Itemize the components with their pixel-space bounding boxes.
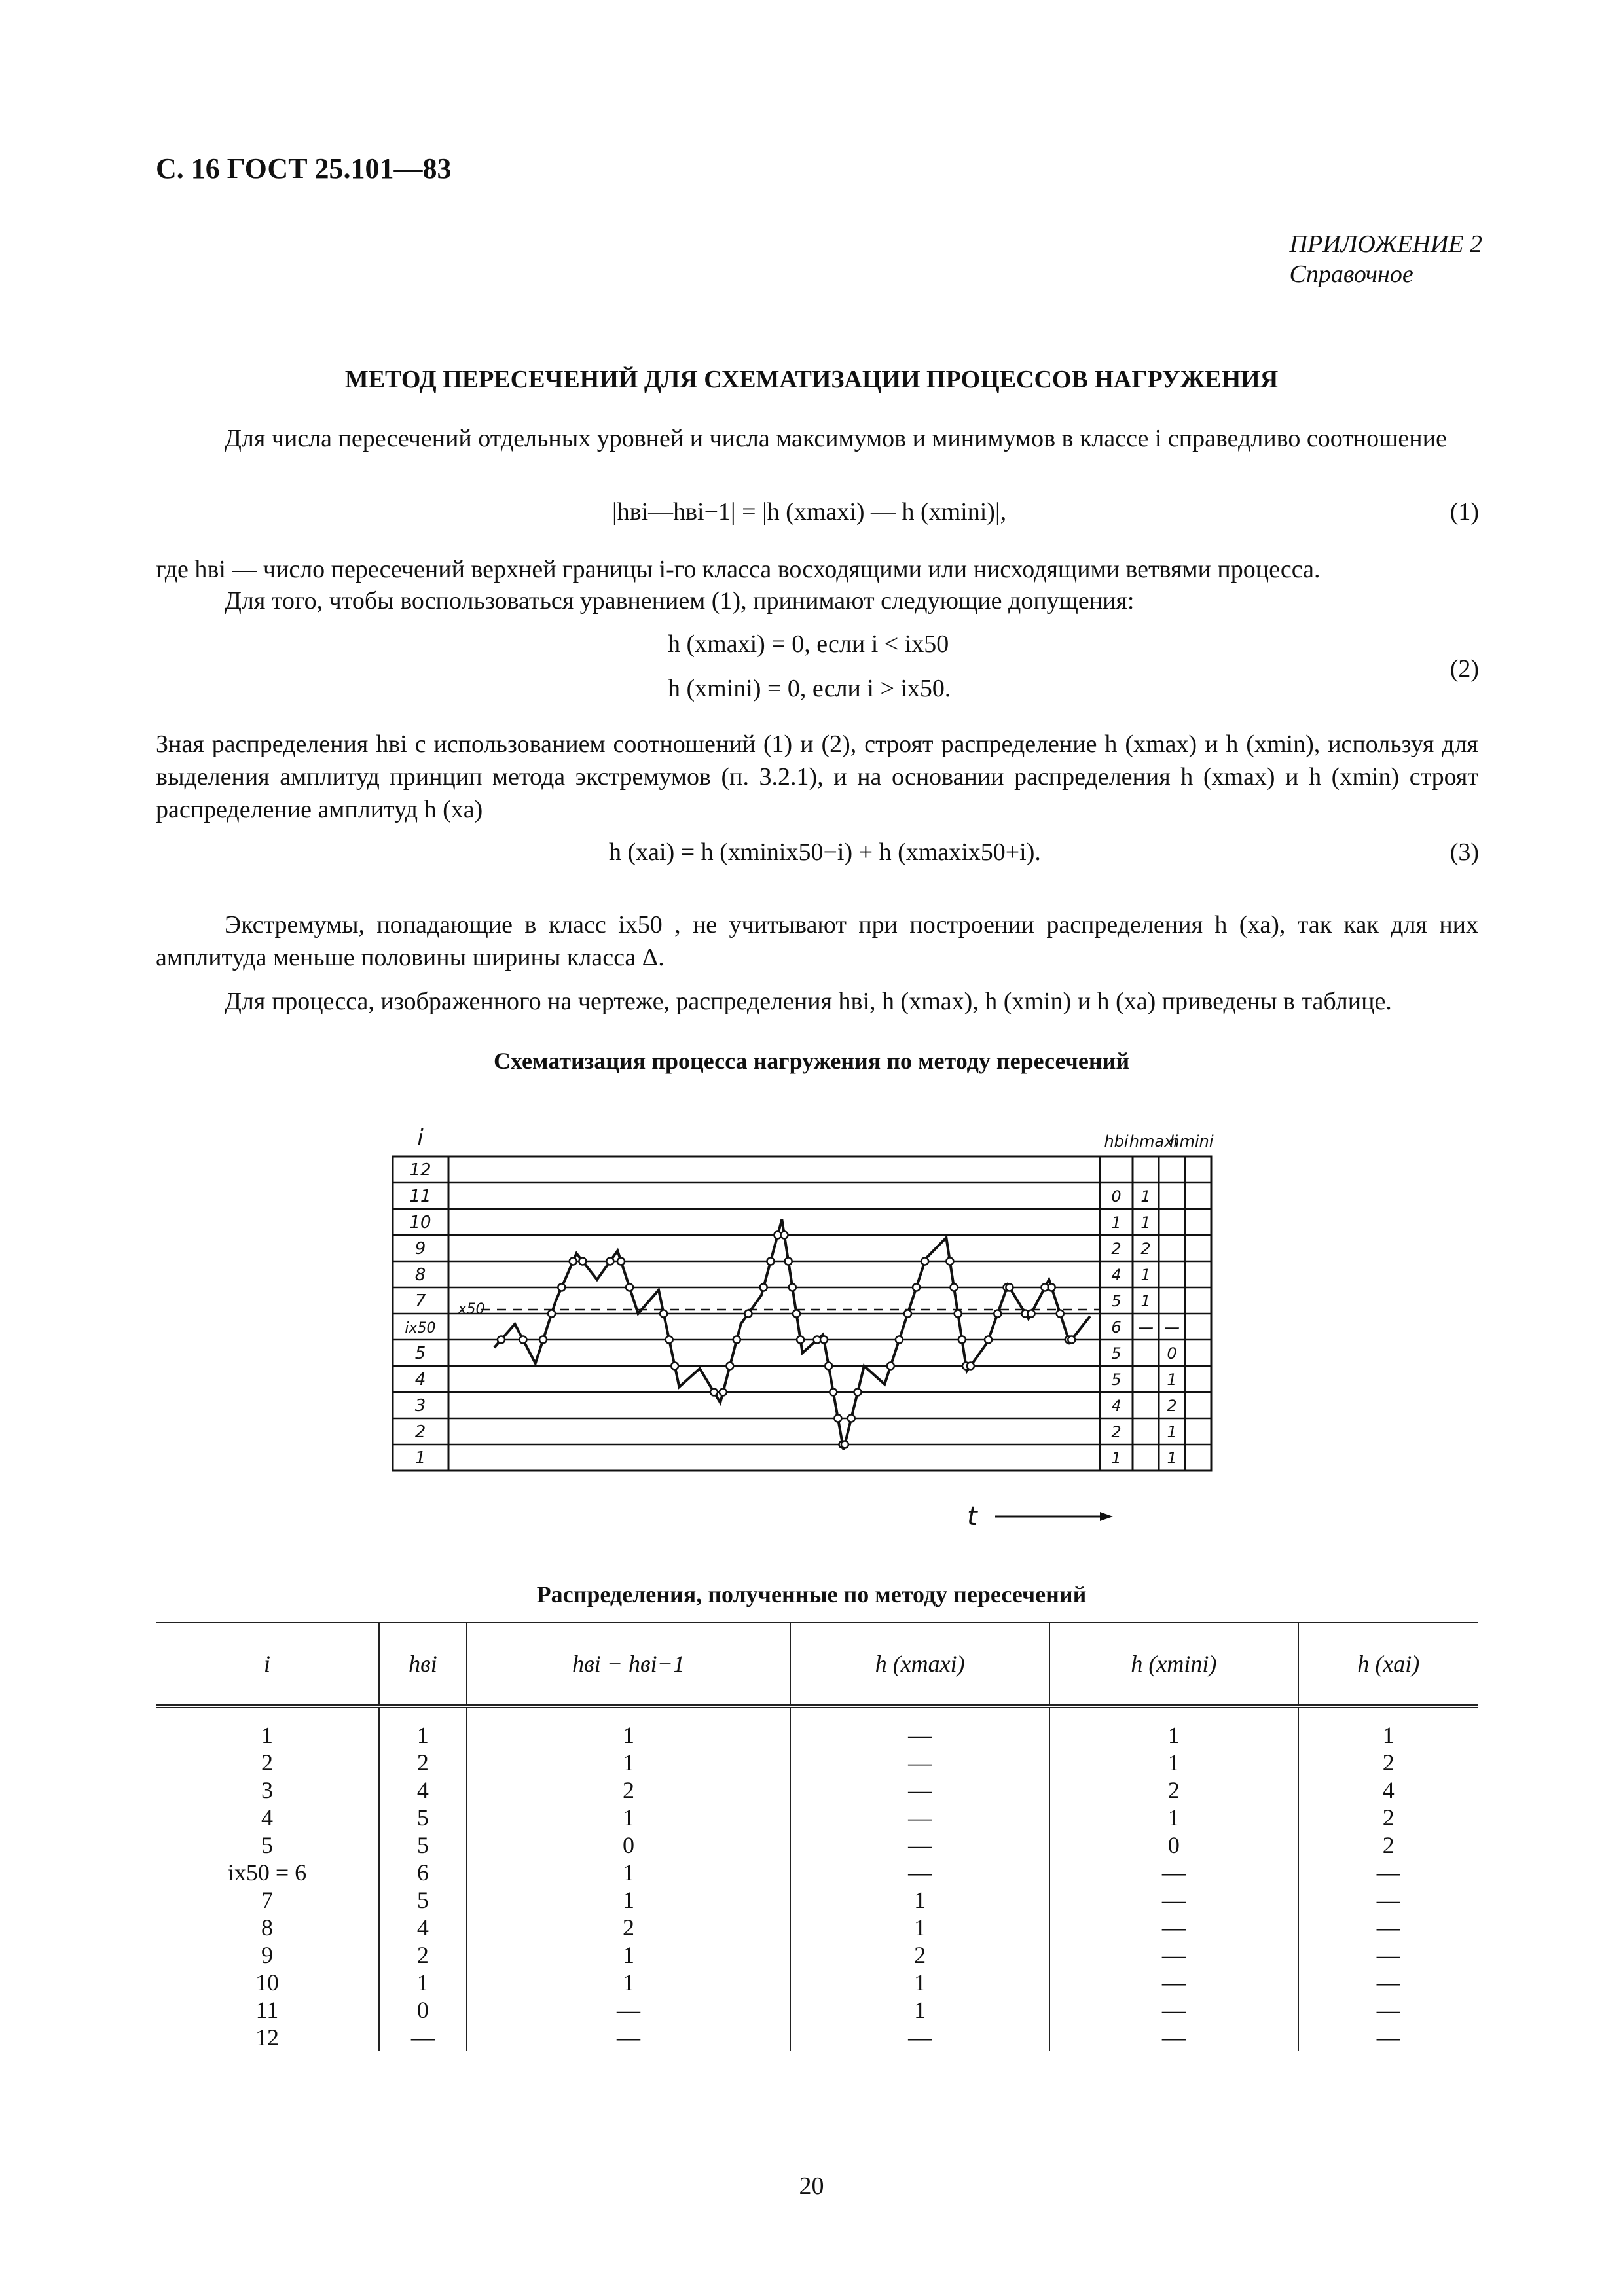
- crossing-point: [887, 1363, 894, 1370]
- crossing-point: [539, 1336, 547, 1344]
- table-row: [156, 1914, 1478, 1941]
- table-cell: —: [790, 1749, 1049, 1776]
- crossing-point: [985, 1336, 992, 1344]
- table-cell: —: [1049, 1996, 1298, 2024]
- hmin-value: 2: [1167, 1397, 1177, 1415]
- table-cell: 1: [1049, 1804, 1298, 1831]
- table-cell: —: [1049, 1941, 1298, 1969]
- crossing-point: [660, 1310, 667, 1318]
- table-cell: 5: [379, 1804, 467, 1831]
- paragraph-1: Для числа пересечений отдельных уровней и числа максимумов и минимумов в классе i справедливо соотношение: [225, 425, 1447, 452]
- load-process-line: [494, 1219, 1090, 1450]
- crossing-point: [519, 1336, 526, 1344]
- crossing-point: [797, 1336, 804, 1344]
- table-cell: 6: [379, 1859, 467, 1886]
- equation-3-number: (3): [1450, 838, 1479, 866]
- table-cell: 2: [467, 1776, 790, 1804]
- crossing-point: [896, 1336, 903, 1344]
- table-cell: 12: [255, 2024, 279, 2051]
- level-label: 7: [414, 1291, 426, 1311]
- table-cell: 2: [790, 1941, 1049, 1969]
- table-cell: 1: [1298, 1706, 1478, 1749]
- level-label: 4: [414, 1370, 426, 1390]
- figure-svg: [380, 1113, 1270, 1545]
- table-cell: 1: [790, 1914, 1049, 1941]
- level-label: 1: [414, 1448, 426, 1468]
- appendix-label: ПРИЛОЖЕНИЕ 2: [1289, 230, 1482, 258]
- table-cell: 1: [790, 1969, 1049, 1996]
- equation-3: h (xai) = h (xminix50−i) + h (xmaxix50+i).: [609, 838, 1041, 866]
- crossing-point: [904, 1310, 911, 1318]
- crossing-point: [1068, 1336, 1075, 1344]
- table-cell: —: [1298, 1859, 1478, 1886]
- paragraph-5: Экстремумы, попадающие в класс ix50 , не учитывают при построении распределения h (xa), так как для них амплитуда меньше половины ширины класса Δ.: [156, 911, 1478, 971]
- appendix-block: [1290, 229, 1482, 289]
- crossing-point: [825, 1363, 832, 1370]
- crossing-point: [967, 1363, 974, 1370]
- table-cell: 0: [1049, 1831, 1298, 1859]
- table-cell: —: [1049, 1914, 1298, 1941]
- crossing-point: [558, 1284, 565, 1291]
- paragraph-4: Зная распределения hвi с использованием соотношений (1) и (2), строят распределение h (xmax) и h (xmin), используя для выделения амплитуд принцип метода экстремумов (п. 3.2.1), и на основании распределения h (xmax) и h (xmin) строят распределение амплитуд h (xa): [156, 730, 1478, 823]
- hmax-value: 1: [1140, 1187, 1151, 1206]
- hbi-value: 1: [1111, 1449, 1122, 1467]
- table-cell: 9: [261, 1942, 273, 1968]
- table-cell: 2: [379, 1941, 467, 1969]
- crossing-point: [617, 1258, 625, 1265]
- level-label: 5: [414, 1344, 426, 1363]
- crossing-point: [854, 1389, 862, 1396]
- crossing-point: [733, 1336, 740, 1344]
- table-cell: —: [1298, 1914, 1478, 1941]
- table-caption: Распределения, полученные по методу пересечений: [536, 1581, 1087, 1607]
- crossing-point: [744, 1310, 752, 1318]
- equation-2-number: (2): [1450, 655, 1479, 683]
- crossing-point: [820, 1336, 828, 1344]
- table-cell: —: [379, 2024, 467, 2051]
- crossing-point: [781, 1232, 788, 1239]
- axis-i-label: i: [417, 1125, 424, 1151]
- equation-2b: h (xmini) = 0, если i > ix50.: [668, 675, 951, 702]
- table-cell: 8: [261, 1914, 273, 1941]
- crossing-point: [955, 1310, 962, 1318]
- hmax-value: 1: [1140, 1292, 1151, 1310]
- level-label: 2: [414, 1422, 426, 1442]
- table-cell: 2: [467, 1914, 790, 1941]
- crossing-point: [710, 1389, 718, 1396]
- crossing-point: [626, 1284, 633, 1291]
- hmin-header: hmini: [1169, 1132, 1214, 1151]
- crossing-point: [785, 1258, 792, 1265]
- table-cell: 0: [467, 1831, 790, 1859]
- hbi-value: 5: [1111, 1344, 1122, 1363]
- table-cell: 1: [467, 1859, 790, 1886]
- table-cell: 5: [261, 1832, 273, 1858]
- table-row: [156, 1776, 1478, 1804]
- table-row: [156, 1996, 1478, 2024]
- table-cell: 1: [1049, 1706, 1298, 1749]
- axis-t-label: t: [967, 1501, 977, 1532]
- hmax-header: hmaxi: [1129, 1132, 1178, 1151]
- hmax-value: 1: [1140, 1266, 1151, 1284]
- hmax-value: —: [1138, 1318, 1154, 1336]
- level-label: 12: [409, 1160, 431, 1180]
- page-header: С. 16 ГОСТ 25.101—83: [156, 152, 452, 185]
- table-header-cell: i: [156, 1623, 379, 1706]
- crossing-point: [946, 1258, 953, 1265]
- table-cell: 7: [261, 1887, 273, 1913]
- table-row: [156, 1859, 1478, 1886]
- equation-1-number: (1): [1450, 498, 1479, 526]
- page-number: 20: [799, 2172, 824, 2200]
- table-cell: —: [467, 2024, 790, 2051]
- crossing-point: [760, 1284, 767, 1291]
- hbi-value: 4: [1111, 1397, 1122, 1415]
- crossing-point: [726, 1363, 733, 1370]
- hbi-value: 2: [1111, 1423, 1122, 1441]
- crossing-point: [666, 1336, 673, 1344]
- crossing-point: [767, 1258, 774, 1265]
- crossing-point: [793, 1310, 800, 1318]
- table-cell: —: [1049, 2024, 1298, 2051]
- hmax-value: 1: [1140, 1213, 1151, 1232]
- paragraph-2: где hвi — число пересечений верхней границы i-го класса восходящими или нисходящими ветвями процесса.: [156, 556, 1321, 583]
- table-cell: 5: [379, 1831, 467, 1859]
- distribution-table: [156, 1622, 1478, 2051]
- crossing-point: [1048, 1284, 1055, 1291]
- level-label: ix50: [405, 1320, 436, 1336]
- table-cell: 0: [379, 1996, 467, 2024]
- crossing-point: [913, 1284, 920, 1291]
- equation-2a: h (xmaxi) = 0, если i < ix50: [668, 630, 949, 658]
- table-cell: 4: [1298, 1776, 1478, 1804]
- table-cell: 1: [467, 1804, 790, 1831]
- table-cell: 1: [261, 1722, 273, 1748]
- hbi-value: 4: [1111, 1266, 1122, 1284]
- hmin-value: 0: [1167, 1344, 1177, 1363]
- crossing-point: [720, 1389, 727, 1396]
- crossing-point: [579, 1258, 586, 1265]
- crossing-point: [1006, 1284, 1013, 1291]
- table-cell: —: [1298, 1996, 1478, 2024]
- table-cell: 10: [255, 1969, 279, 1996]
- hmin-value: 1: [1167, 1449, 1177, 1467]
- level-label: 8: [414, 1265, 426, 1285]
- crossing-point: [921, 1258, 928, 1265]
- table-cell: 2: [261, 1749, 273, 1776]
- table-row: [156, 1831, 1478, 1859]
- table-cell: —: [467, 1996, 790, 2024]
- table-cell: 1: [467, 1886, 790, 1914]
- crossing-point: [848, 1415, 855, 1422]
- table-cell: —: [790, 1776, 1049, 1804]
- hbi-value: 6: [1111, 1318, 1122, 1336]
- table-header-cell: hвi − hвi−1: [467, 1623, 790, 1706]
- figure-caption: Схематизация процесса нагружения по методу пересечений: [493, 1048, 1130, 1074]
- level-label: 11: [409, 1187, 431, 1206]
- table-cell: —: [1298, 2024, 1478, 2051]
- hmax-value: 2: [1140, 1240, 1151, 1258]
- crossing-point: [498, 1336, 505, 1344]
- table-cell: 1: [379, 1706, 467, 1749]
- table-header-cell: h (xai): [1298, 1623, 1478, 1706]
- table-cell: 4: [379, 1914, 467, 1941]
- hmin-value: —: [1164, 1318, 1180, 1336]
- x50-label: x50: [458, 1301, 485, 1318]
- table-cell: 2: [1298, 1831, 1478, 1859]
- crossing-point: [789, 1284, 796, 1291]
- table-cell: 2: [379, 1749, 467, 1776]
- paragraph-3: Для того, чтобы воспользоваться уравнением (1), принимают следующие допущения:: [225, 587, 1135, 615]
- table-cell: 11: [255, 1997, 279, 2023]
- crossing-point: [958, 1336, 966, 1344]
- table-row: [156, 1969, 1478, 1996]
- table-cell: —: [1298, 1941, 1478, 1969]
- section-title: МЕТОД ПЕРЕСЕЧЕНИЙ ДЛЯ СХЕМАТИЗАЦИИ ПРОЦЕССОВ НАГРУЖЕНИЯ: [344, 366, 1279, 393]
- hbi-value: 1: [1111, 1213, 1122, 1232]
- table-cell: 2: [1049, 1776, 1298, 1804]
- crossing-point: [951, 1284, 958, 1291]
- crossing-point: [994, 1310, 1001, 1318]
- table-header-cell: h (xmaxi): [790, 1623, 1049, 1706]
- crossing-point: [671, 1363, 678, 1370]
- table-cell: —: [1049, 1859, 1298, 1886]
- table-cell: 1: [790, 1886, 1049, 1914]
- hbi-value: 5: [1111, 1292, 1122, 1310]
- table-cell: 4: [261, 1804, 273, 1831]
- level-label: 10: [409, 1213, 431, 1232]
- table-cell: 1: [1049, 1749, 1298, 1776]
- equation-1: |hвi—hвi−1| = |h (xmaxi) — h (xmini)|,: [612, 498, 1007, 526]
- table-cell: —: [790, 1859, 1049, 1886]
- hbi-value: 0: [1111, 1187, 1122, 1206]
- level-label: 3: [414, 1396, 426, 1416]
- table-row: [156, 1941, 1478, 1969]
- hmin-value: 1: [1167, 1371, 1177, 1389]
- table-row: [156, 1804, 1478, 1831]
- table-cell: 4: [379, 1776, 467, 1804]
- table-cell: —: [1049, 1886, 1298, 1914]
- table-cell: —: [790, 1804, 1049, 1831]
- table-row: [156, 1886, 1478, 1914]
- hmin-value: 1: [1167, 1423, 1177, 1441]
- table-cell: 1: [467, 1941, 790, 1969]
- crossing-point: [841, 1441, 848, 1448]
- table-cell: 1: [467, 1706, 790, 1749]
- crossing-point: [1028, 1310, 1035, 1318]
- crossing-point: [570, 1258, 577, 1265]
- table-cell: —: [790, 1831, 1049, 1859]
- table-cell: —: [790, 1706, 1049, 1749]
- hbi-header: hbi: [1104, 1132, 1129, 1151]
- table-cell: 1: [379, 1969, 467, 1996]
- crossing-point: [830, 1389, 837, 1396]
- crossing-point: [834, 1415, 841, 1422]
- table-row: [156, 1706, 1478, 1749]
- crossing-point: [1057, 1310, 1064, 1318]
- table-cell: 1: [467, 1969, 790, 1996]
- load-process-figure: [380, 1113, 1270, 1548]
- table-cell: 2: [1298, 1804, 1478, 1831]
- table-cell: —: [1298, 1969, 1478, 1996]
- crossing-point: [548, 1310, 555, 1318]
- table-cell: —: [1298, 1886, 1478, 1914]
- table-cell: ix50 = 6: [227, 1859, 307, 1886]
- crossing-point: [606, 1258, 613, 1265]
- table-cell: 3: [261, 1777, 273, 1803]
- hbi-value: 2: [1111, 1240, 1122, 1258]
- table-row: [156, 1749, 1478, 1776]
- hbi-value: 5: [1111, 1371, 1122, 1389]
- table-cell: —: [790, 2024, 1049, 2051]
- table-cell: 2: [1298, 1749, 1478, 1776]
- table-row: [156, 2024, 1478, 2051]
- table-cell: 5: [379, 1886, 467, 1914]
- table-cell: —: [1049, 1969, 1298, 1996]
- paragraph-6: Для процесса, изображенного на чертеже, распределения hвi, h (xmax), h (xmin) и h (xa) приведены в таблице.: [225, 988, 1392, 1015]
- table-cell: 1: [790, 1996, 1049, 2024]
- time-arrow-head: [1100, 1512, 1113, 1521]
- table-cell: 1: [467, 1749, 790, 1776]
- appendix-kind: Справочное: [1289, 260, 1413, 288]
- table-header-cell: hвi: [379, 1623, 467, 1706]
- level-label: 9: [414, 1239, 426, 1259]
- table-header-cell: h (xmini): [1049, 1623, 1298, 1706]
